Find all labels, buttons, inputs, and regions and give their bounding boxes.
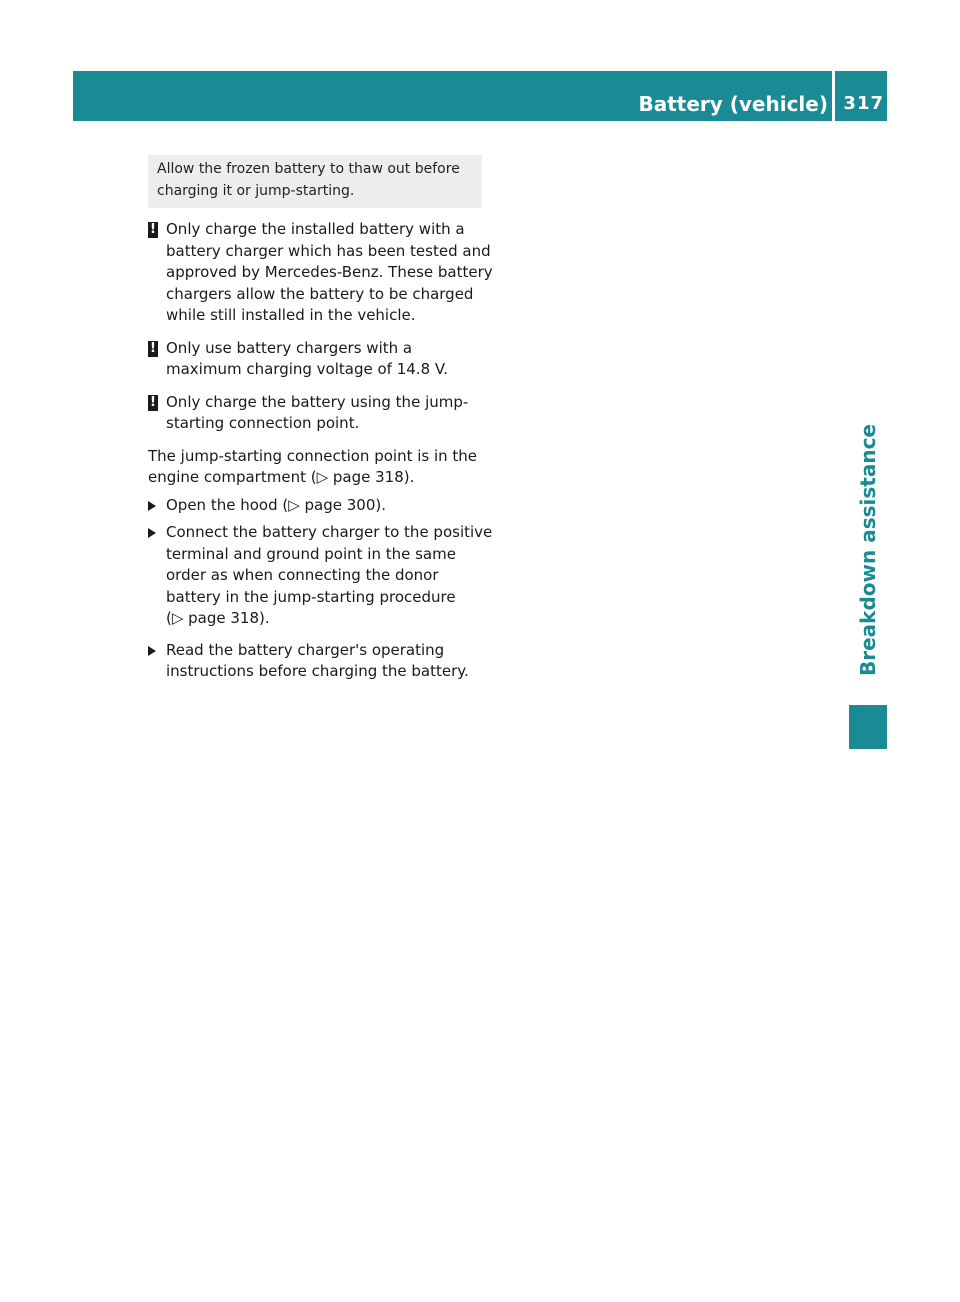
warning-item <box>148 392 482 435</box>
step-line: Connect the battery charger to the positive <box>166 523 493 541</box>
note-box <box>148 155 482 208</box>
step-line: battery in the jump-starting procedure <box>166 587 456 606</box>
warning-line: battery charger which has been tested and <box>166 241 491 260</box>
step-item <box>148 495 482 517</box>
warning-line: while still installed in the vehicle. <box>166 306 416 324</box>
step-line: Open the hood (▷ page 300). <box>166 495 387 514</box>
note-line: Allow the frozen battery to thaw out before <box>157 161 460 177</box>
note-line: charging it or jump-starting. <box>157 182 355 199</box>
warning-item <box>148 338 482 381</box>
step-arrow-icon <box>148 646 156 656</box>
step-item <box>148 640 482 683</box>
section-title: Battery (vehicle) <box>638 92 828 116</box>
page-number: 317 <box>843 93 884 114</box>
paragraph-line: The jump-starting connection point is in the <box>148 446 478 465</box>
step-line: (▷ page 318). <box>166 609 270 627</box>
paragraph-line: engine compartment (▷ page 318). <box>148 468 415 486</box>
content-column <box>148 155 493 689</box>
warning-icon: ! <box>148 222 158 238</box>
warning-line: starting connection point. <box>166 414 360 432</box>
step-line: order as when connecting the donor <box>166 566 439 584</box>
header-bar <box>73 71 887 121</box>
warning-line: Only charge the installed battery with a <box>166 220 465 238</box>
warning-icon: ! <box>148 395 158 411</box>
warning-item <box>148 219 493 327</box>
step-arrow-icon <box>148 528 156 538</box>
header-divider <box>832 71 835 121</box>
side-tab-label: Breakdown assistance <box>856 424 881 676</box>
side-tab-marker <box>849 705 887 749</box>
step-item <box>148 522 493 630</box>
warning-line: approved by Mercedes-Benz. These battery <box>166 263 493 281</box>
warning-line: Only use battery chargers with a <box>166 338 413 357</box>
side-tab <box>849 400 887 700</box>
warning-icon: ! <box>148 341 158 357</box>
step-line: terminal and ground point in the same <box>166 544 456 563</box>
step-line: instructions before charging the battery. <box>166 662 469 680</box>
step-arrow-icon <box>148 501 156 511</box>
step-line: Read the battery charger's operating <box>166 640 445 659</box>
warning-line: maximum charging voltage of 14.8 V. <box>166 360 448 378</box>
body-paragraph <box>148 446 482 489</box>
warning-line: chargers allow the battery to be charged <box>166 284 474 303</box>
warning-line: Only charge the battery using the jump- <box>166 392 469 411</box>
